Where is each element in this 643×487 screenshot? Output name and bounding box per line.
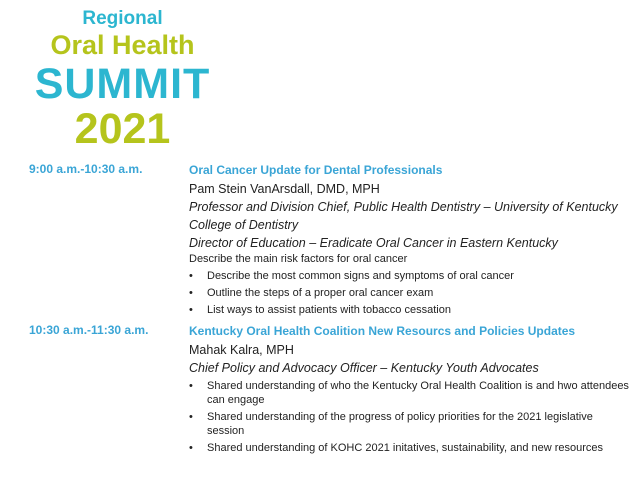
session-speaker: Pam Stein VanArsdall, DMD, MPH (189, 182, 380, 196)
session-title: Kentucky Oral Health Coalition New Resourcs and Policies Updates (189, 324, 576, 338)
speaker-role: Director of Education – Eradicate Oral Cancer in Eastern Kentucky (189, 236, 558, 250)
speaker-role: Professor and Division Chief, Public Health Dentistry – University of Kentucky College of Dentistry (189, 200, 618, 232)
header-regional: Regional (82, 8, 163, 29)
session-description: Describe the main risk factors for oral cancer (189, 253, 408, 265)
header-year: 2021 (74, 105, 171, 153)
session-speaker: Mahak Kalra, MPH (189, 343, 294, 357)
objective-item (189, 441, 629, 455)
objectives-list (189, 379, 629, 455)
bullet-icon: • (189, 270, 193, 282)
header-summit: SUMMIT (34, 60, 211, 108)
objective-text: Describe the most common signs and symptoms of oral cancer (207, 270, 514, 282)
summit-header (0, 8, 245, 151)
objective-item (189, 303, 629, 317)
session-title: Oral Cancer Update for Dental Professionals (189, 163, 443, 177)
speaker-role: Chief Policy and Advocacy Officer – Kentucky Youth Advocates (189, 361, 539, 375)
bullet-icon: • (189, 380, 193, 392)
objective-item (189, 379, 629, 407)
objective-text: List ways to assist patients with tobacco cessation (207, 304, 451, 316)
objective-text: Shared understanding of the progress of policy priorities for the 2021 legislative session (207, 411, 593, 437)
objectives-list (189, 269, 629, 317)
header-oral-health: Oral Health (50, 30, 195, 60)
session-content (189, 162, 629, 320)
objective-item (189, 410, 629, 438)
objective-text: Outline the steps of a proper oral cancer exam (207, 287, 434, 299)
objective-text: Shared understanding of who the Kentucky Oral Health Coalition is and hwo attendees can engage (207, 380, 629, 406)
bullet-icon: • (189, 442, 193, 454)
bullet-icon: • (189, 287, 193, 299)
bullet-icon: • (189, 304, 193, 316)
session-time: 9:00 a.m.-10:30 a.m. (29, 162, 143, 176)
bullet-icon: • (189, 411, 193, 423)
session-content (189, 323, 629, 458)
objective-text: Shared understanding of KOHC 2021 initatives, sustainability, and new resources (207, 442, 604, 454)
session-time: 10:30 a.m.-11:30 a.m. (29, 323, 149, 337)
objective-item (189, 269, 629, 283)
objective-item (189, 286, 629, 300)
